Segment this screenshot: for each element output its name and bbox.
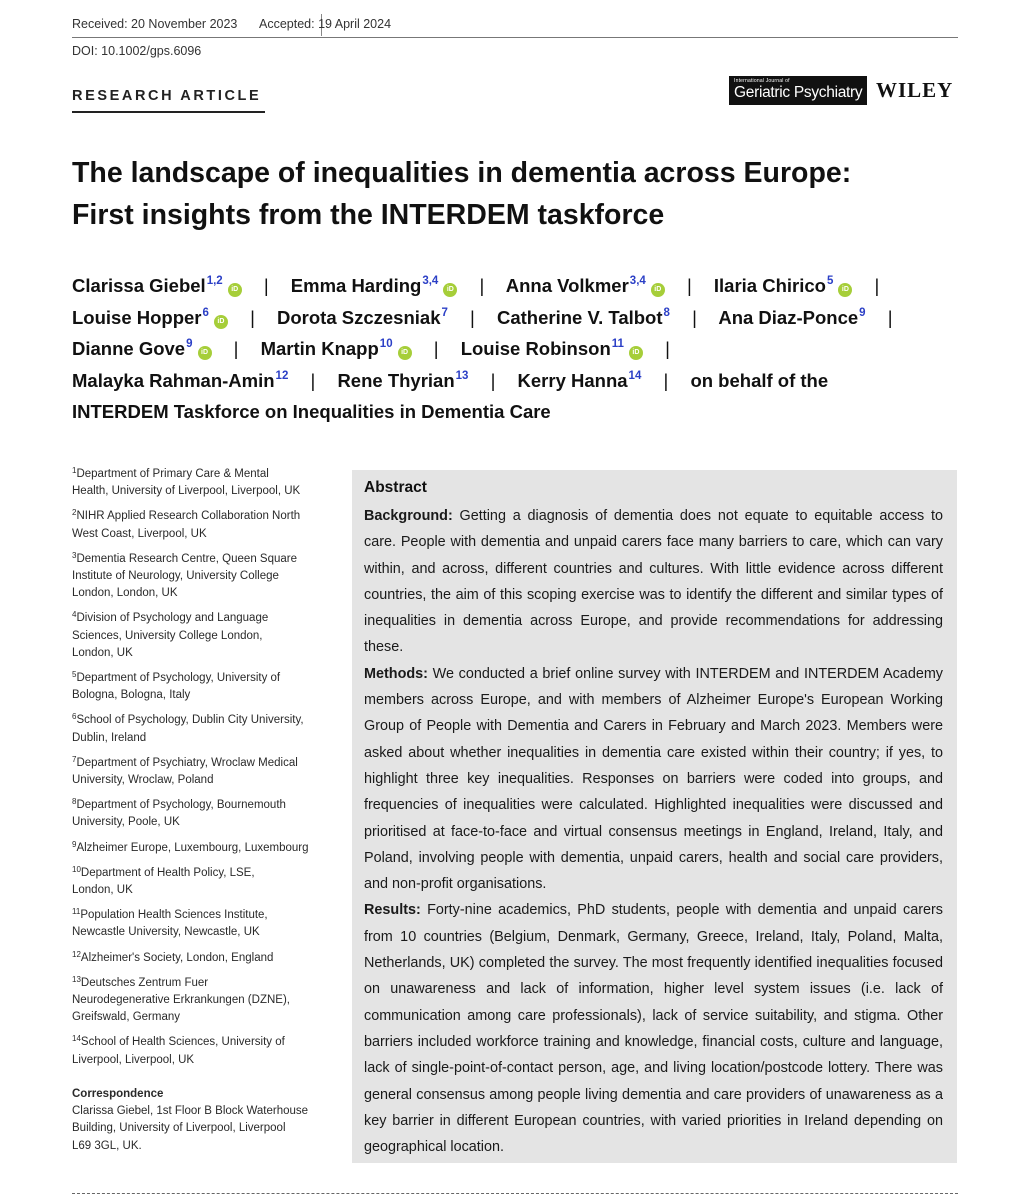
affiliation-line: Department of Primary Care & Mental <box>76 468 269 480</box>
affiliation-number: 4 <box>72 610 77 620</box>
affiliation-item <box>72 907 328 941</box>
affiliation-line: London, UK <box>72 884 133 897</box>
methods-text: We conducted a brief online survey with INTERDEM and INTERDEM Academy members across Europe, and with members of Alzheimer Europe's European Working Group of People with Dementia and Carers in February and March 2023. Members were asked about whether inequalities in dementia care existed within their country; if yes, to highlight three key inequalities. Responses on barriers were coded into groups, and frequencies of inequalities were calculated. Highlighted inequalities were discussed and prioritised at face-to-face and virtual consensus meetings in England, Ireland, Italy, and Poland, involving people with dementia, unpaid carers, health and social care providers, and non-profit organisations. <box>364 665 944 893</box>
affiliation-line: Department of Health Policy, LSE, <box>80 866 255 879</box>
author-separator: | <box>263 275 269 296</box>
author-name[interactable]: Malayka Rahman-Amin <box>72 369 275 391</box>
correspondence-line: Building, University of Liverpool, Liverpool <box>72 1122 286 1135</box>
affiliation-number: 1 <box>72 466 77 475</box>
results-text: Forty-nine academics, PhD students, people with dementia and unpaid carers from 10 countries (Belgium, Denmark, Germany, Greece, Ireland, Italy, Poland, Malta, Netherlands, UK) completed the survey. The most frequently identified inequalities focused on unawareness and lack of information, higher level system issues (i.e. lack of communication among care professionals), lack of service suitability, and stigma. Other barriers included workforce training and knowledge, financial costs, culture and language, lack of single-point-of-contact person, age, and living location/postcode lottery. There was general consensus among people living dementia and care providers of unawareness as a key barrier in different European countries, with varied priorities in Ireland depending on geographical location. <box>364 902 943 1156</box>
affiliation-line: Division of Psychology and Language <box>76 612 269 625</box>
author-separator: | <box>874 275 880 296</box>
results-label: Results: <box>364 902 421 919</box>
affiliation-line: Sciences, University College London, <box>72 629 263 642</box>
background-label: Background: <box>364 508 453 524</box>
author-affil-sup[interactable]: 9 <box>859 306 866 319</box>
affiliation-number: 5 <box>72 670 77 680</box>
affiliation-item <box>72 712 328 746</box>
affiliation-line: Greifswald, Germany <box>72 1011 181 1024</box>
author-name[interactable]: Dianne Gove <box>72 338 186 359</box>
author-name[interactable]: Louise Robinson <box>460 338 611 359</box>
correspondence-line: Clarissa Giebel, 1st Floor B Block Waterhouse <box>72 1105 309 1118</box>
affiliation-line: Department of Psychology, Bournemouth <box>76 799 286 812</box>
author-affil-sup[interactable]: 10 <box>379 338 393 350</box>
affiliation-item <box>72 508 328 542</box>
methods-label: Methods: <box>364 665 428 682</box>
author-name[interactable]: Kerry Hanna <box>517 369 628 391</box>
affiliation-line: Dementia Research Centre, Queen Square <box>76 552 297 565</box>
affiliation-line: Population Health Sciences Institute, <box>80 909 268 922</box>
affiliation-number: 3 <box>72 550 77 560</box>
affiliation-item <box>72 975 328 1027</box>
affiliation-item <box>72 950 328 967</box>
orcid-icon[interactable]: iD <box>198 346 212 360</box>
taskforce-name: INTERDEM Taskforce on Inequalities in Dementia Care <box>72 401 551 422</box>
header-rule <box>72 37 958 38</box>
title-line-2: First insights from the INTERDEM taskforce <box>72 199 665 231</box>
journal-logo-name: Geriatric Psychiatry <box>734 84 863 101</box>
abstract-box <box>352 470 957 1163</box>
author-affil-sup[interactable]: 5 <box>826 275 834 287</box>
affiliation-line: University, Poole, UK <box>72 816 180 829</box>
affiliation-item <box>72 755 328 789</box>
orcid-icon[interactable]: iD <box>398 346 412 360</box>
article-dates <box>72 14 958 38</box>
correspondence-address <box>72 1103 328 1155</box>
affiliation-item <box>72 840 328 857</box>
orcid-icon[interactable]: iD <box>214 315 228 329</box>
author-affil-sup[interactable]: 14 <box>628 369 642 382</box>
author-affil-sup[interactable]: 13 <box>455 369 469 382</box>
affiliation-item <box>72 551 328 603</box>
journal-logo-small-text: International Journal of <box>734 78 790 84</box>
affiliation-line: Department of Psychology, University of <box>76 672 281 685</box>
orcid-icon[interactable]: iD <box>629 346 643 360</box>
author-affil-sup[interactable]: 8 <box>663 306 670 319</box>
author-name[interactable]: Ilaria Chirico <box>713 275 826 296</box>
author-name[interactable]: Louise Hopper <box>72 306 202 328</box>
affiliation-item <box>72 610 328 662</box>
orcid-icon[interactable]: iD <box>651 283 665 297</box>
affiliation-line: School of Psychology, Dublin City University, <box>76 714 304 727</box>
author-affil-sup[interactable]: 3,4 <box>629 275 646 287</box>
doi[interactable]: DOI: 10.1002/gps.6096 <box>72 44 202 58</box>
affiliation-number: 2 <box>72 508 77 518</box>
affiliation-line: Dublin, Ireland <box>72 731 147 744</box>
affiliation-line: London, UK <box>72 646 133 659</box>
abstract-heading: Abstract <box>364 479 427 496</box>
correspondence-line: L69 3GL, UK. <box>72 1139 142 1152</box>
author-separator: | <box>479 275 485 296</box>
author-separator: | <box>663 369 669 391</box>
journal-logo <box>729 76 867 105</box>
article-title <box>72 152 952 236</box>
author-separator: | <box>233 338 239 359</box>
affiliation-number: 8 <box>72 797 77 807</box>
author-name[interactable]: Clarissa Giebel <box>72 275 206 296</box>
background-text: Getting a diagnosis of dementia does not equate to equitable access to care. People with dementia and unpaid carers face many barriers to care, which can vary within, and across, different countries and cultures. With little evidence across different countries, the aim of this scoping exercise was to identify the different and similar types of inequalities in dementia across Europe, and provide recommendations for addressing these. <box>364 508 943 656</box>
affiliation-line: Deutsches Zentrum Fuer <box>80 976 209 989</box>
affiliation-number: 7 <box>72 754 77 764</box>
affiliation-line: Alzheimer's Society, London, England <box>80 951 274 964</box>
affiliation-line: Newcastle University, Newcastle, UK <box>72 926 260 939</box>
abstract-methods <box>364 661 943 898</box>
affiliation-line: NIHR Applied Research Collaboration North <box>76 510 301 523</box>
author-name[interactable]: Anna Volkmer <box>505 275 629 296</box>
author-list <box>72 270 962 428</box>
affiliation-line: West Coast, Liverpool, UK <box>72 527 207 540</box>
affiliation-line: Bologna, Bologna, Italy <box>72 689 191 702</box>
affiliations <box>72 466 328 1155</box>
author-name[interactable]: Rene Thyrian <box>337 369 455 391</box>
abstract-background <box>364 503 943 661</box>
author-separator: | <box>250 306 255 328</box>
affiliation-line: University, Wroclaw, Poland <box>72 774 214 787</box>
orcid-icon[interactable]: iD <box>228 283 242 297</box>
author-separator: | <box>490 369 496 391</box>
author-separator: | <box>470 306 475 328</box>
behalf-text: on behalf of the <box>690 369 829 391</box>
affiliation-number: 14 <box>72 1034 81 1044</box>
author-separator: | <box>310 369 316 391</box>
affiliation-line: Health, University of Liverpool, Liverpool, UK <box>72 485 301 498</box>
affiliation-number: 11 <box>72 907 81 917</box>
received-date: Received: 20 November 2023 <box>72 17 238 31</box>
correspondence-heading: Correspondence <box>72 1087 164 1100</box>
affiliation-line: School of Health Sciences, University of <box>80 1036 285 1049</box>
affiliation-line: Alzheimer Europe, Luxembourg, Luxembourg <box>76 841 309 854</box>
affiliation-number: 9 <box>72 839 77 849</box>
author-affil-sup[interactable]: 9 <box>186 338 193 350</box>
author-separator: | <box>433 338 439 359</box>
author-affil-sup[interactable]: 11 <box>611 338 624 350</box>
affiliation-line: Department of Psychiatry, Wroclaw Medical <box>76 756 298 769</box>
author-name[interactable]: Ana Diaz-Ponce <box>718 306 859 328</box>
author-name[interactable]: Dorota Szczesniak <box>277 306 441 328</box>
author-affil-sup[interactable]: 7 <box>441 306 448 319</box>
author-affil-sup[interactable]: 12 <box>275 369 289 382</box>
affiliation-line: Institute of Neurology, University College <box>72 570 279 583</box>
abstract-results <box>364 897 943 1160</box>
orcid-icon[interactable]: iD <box>838 283 852 297</box>
publisher-logo: WILEY <box>876 78 954 102</box>
author-affil-sup[interactable]: 3,4 <box>422 275 439 287</box>
affiliation-number: 10 <box>72 864 81 874</box>
author-name[interactable]: Catherine V. Talbot <box>497 306 663 328</box>
author-affil-sup[interactable]: 1,2 <box>206 275 223 287</box>
author-separator: | <box>686 275 692 296</box>
affiliation-line: Neurodegenerative Erkrankungen (DZNE), <box>72 994 290 1007</box>
section-underline <box>72 111 265 113</box>
affiliation-number: 6 <box>72 712 77 722</box>
author-name[interactable]: Martin Knapp <box>260 338 379 359</box>
author-separator: | <box>887 306 893 328</box>
author-affil-sup[interactable]: 6 <box>202 306 209 319</box>
affiliation-item <box>72 865 328 899</box>
affiliation-item <box>72 466 328 500</box>
title-line-1: The landscape of inequalities in dementia across Europe: <box>72 157 852 189</box>
section-label: RESEARCH ARTICLE <box>72 88 262 104</box>
affiliation-item <box>72 670 328 704</box>
author-separator: | <box>665 338 670 359</box>
orcid-icon[interactable]: iD <box>443 283 457 297</box>
accepted-date: Accepted: 19 April 2024 <box>259 17 392 31</box>
footer-rule <box>72 1193 958 1194</box>
affiliation-number: 12 <box>72 949 81 959</box>
affiliation-item <box>72 797 328 831</box>
author-separator: | <box>692 306 697 328</box>
author-name[interactable]: Emma Harding <box>290 275 422 296</box>
affiliation-item <box>72 1034 328 1068</box>
affiliation-number: 13 <box>72 974 81 984</box>
affiliation-line: London, London, UK <box>72 587 178 600</box>
affiliation-line: Liverpool, Liverpool, UK <box>72 1053 195 1066</box>
